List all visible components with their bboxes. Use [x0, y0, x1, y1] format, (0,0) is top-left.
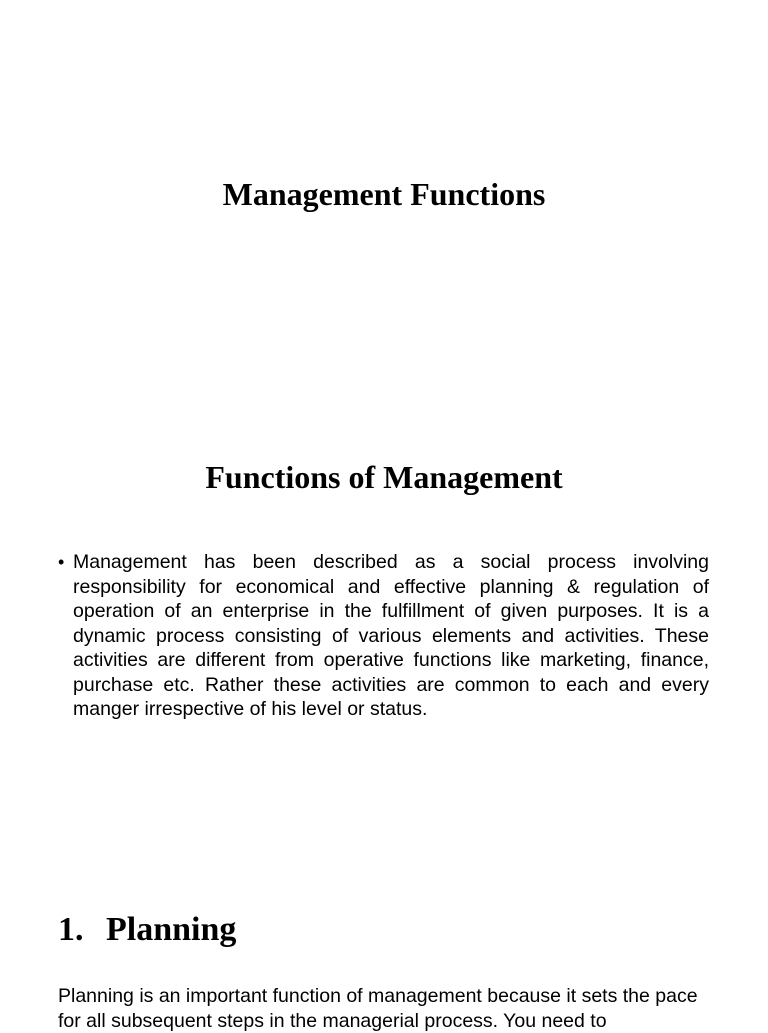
bullet-icon: • [58, 552, 65, 572]
planning-paragraph: Planning is an important function of management because it sets the pace for all subsequent steps in the managerial process. You need to [58, 985, 698, 1032]
planning-number: 1. [58, 911, 84, 948]
planning-heading [58, 909, 236, 951]
section-title: Functions of Management [205, 459, 563, 495]
page-title: Management Functions [222, 176, 546, 212]
bullet-text: Management has been described as a social process involving responsibility for economical and effective planning & regulation of operation of an enterprise in the fulfillment of given purposes. It is a dynamic process consisting of various elements and activities. These activities are different from operative functions like marketing, finance, purchase etc. Rather these activities are common to each and every manger irrespective of his level or status. [73, 551, 709, 720]
bullet-item [58, 550, 709, 722]
planning-heading-label: Planning [106, 911, 237, 948]
